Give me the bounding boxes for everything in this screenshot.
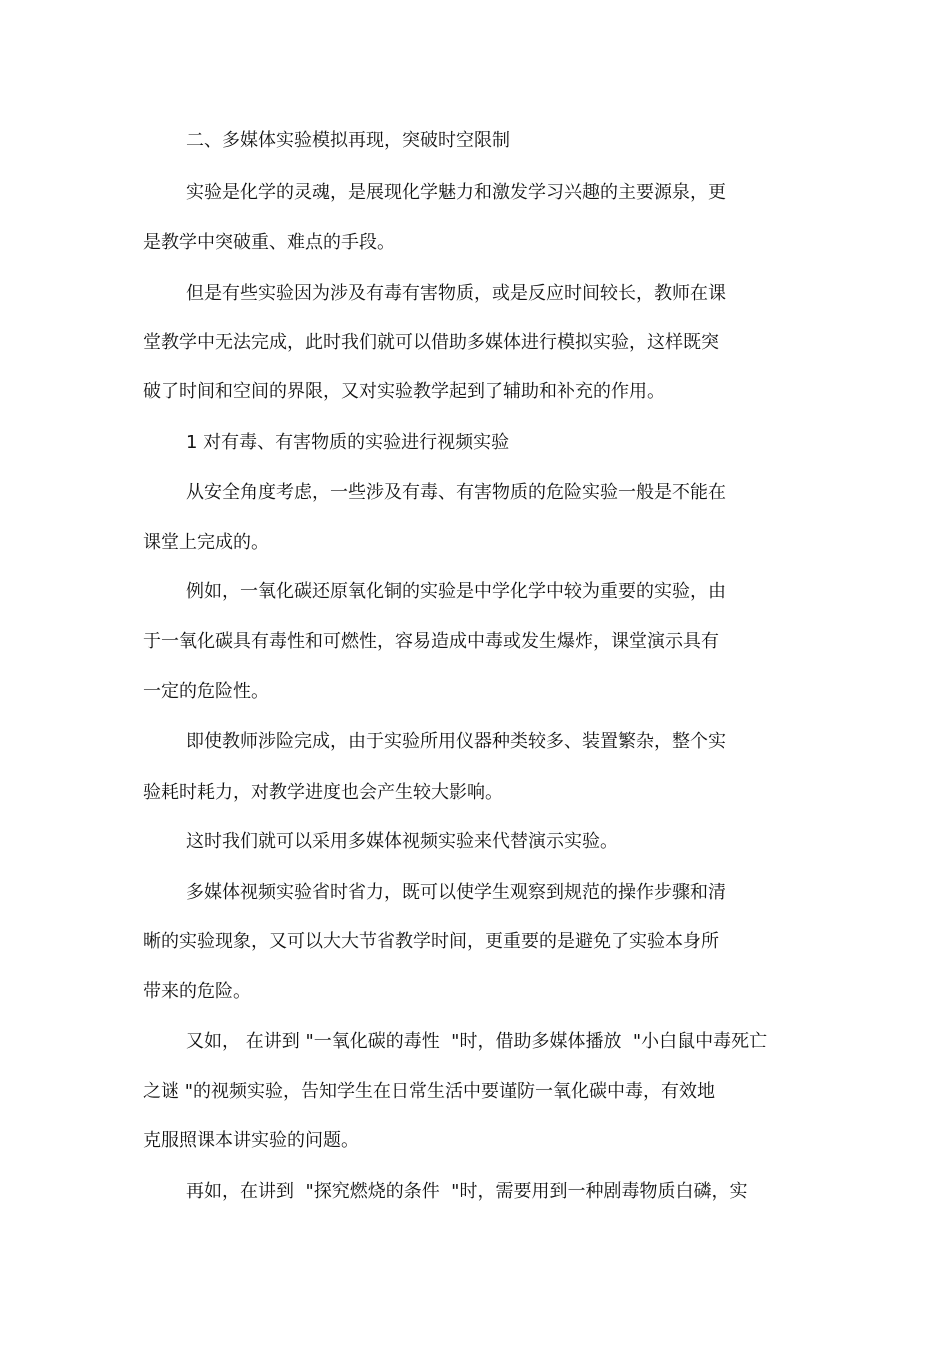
paragraph-line: 这时我们就可以采用多媒体视频实验来代替演示实验。: [186, 831, 618, 852]
paragraph-line: 即使教师涉险完成，由于实验所用仪器种类较多、装置繁杂，整个实: [186, 731, 726, 752]
paragraph-line: 带来的危险。: [143, 981, 251, 1002]
paragraph-line: 之谜 "的视频实验，告知学生在日常生活中要谨防一氧化碳中毒，有效地: [143, 1081, 715, 1102]
paragraph-line: 一定的危险性。: [143, 681, 269, 702]
paragraph-line: 克服照课本讲实验的问题。: [143, 1130, 359, 1151]
paragraph-line: 多媒体视频实验省时省力，既可以使学生观察到规范的操作步骤和清: [186, 882, 726, 903]
paragraph-line: 实验是化学的灵魂，是展现化学魅力和激发学习兴趣的主要源泉，更: [186, 182, 726, 203]
paragraph-line: 晰的实验现象，又可以大大节省教学时间，更重要的是避免了实验本身所: [143, 931, 719, 952]
paragraph-line: 课堂上完成的。: [143, 532, 269, 553]
paragraph-line: 但是有些实验因为涉及有毒有害物质，或是反应时间较长，教师在课: [186, 283, 726, 304]
paragraph-line: 验耗时耗力，对教学进度也会产生较大影响。: [143, 782, 503, 803]
paragraph-line: 是教学中突破重、难点的手段。: [143, 232, 395, 253]
paragraph-line: 又如， 在讲到 "一氧化碳的毒性 "时，借助多媒体播放 "小白鼠中毒死亡: [186, 1031, 768, 1052]
paragraph-line: 堂教学中无法完成，此时我们就可以借助多媒体进行模拟实验，这样既突: [143, 332, 719, 353]
section-heading: 二、多媒体实验模拟再现，突破时空限制: [186, 130, 510, 151]
paragraph-line: 破了时间和空间的界限，又对实验教学起到了辅助和补充的作用。: [143, 381, 665, 402]
paragraph-line: 从安全角度考虑，一些涉及有毒、有害物质的危险实验一般是不能在: [186, 482, 726, 503]
subsection-heading: 1 对有毒、有害物质的实验进行视频实验: [186, 432, 510, 453]
paragraph-line: 再如，在讲到 "探究燃烧的条件 "时，需要用到一种剧毒物质白磷，实: [186, 1181, 748, 1202]
paragraph-line: 于一氧化碳具有毒性和可燃性，容易造成中毒或发生爆炸，课堂演示具有: [143, 631, 719, 652]
paragraph-line: 例如，一氧化碳还原氧化铜的实验是中学化学中较为重要的实验，由: [186, 581, 726, 602]
